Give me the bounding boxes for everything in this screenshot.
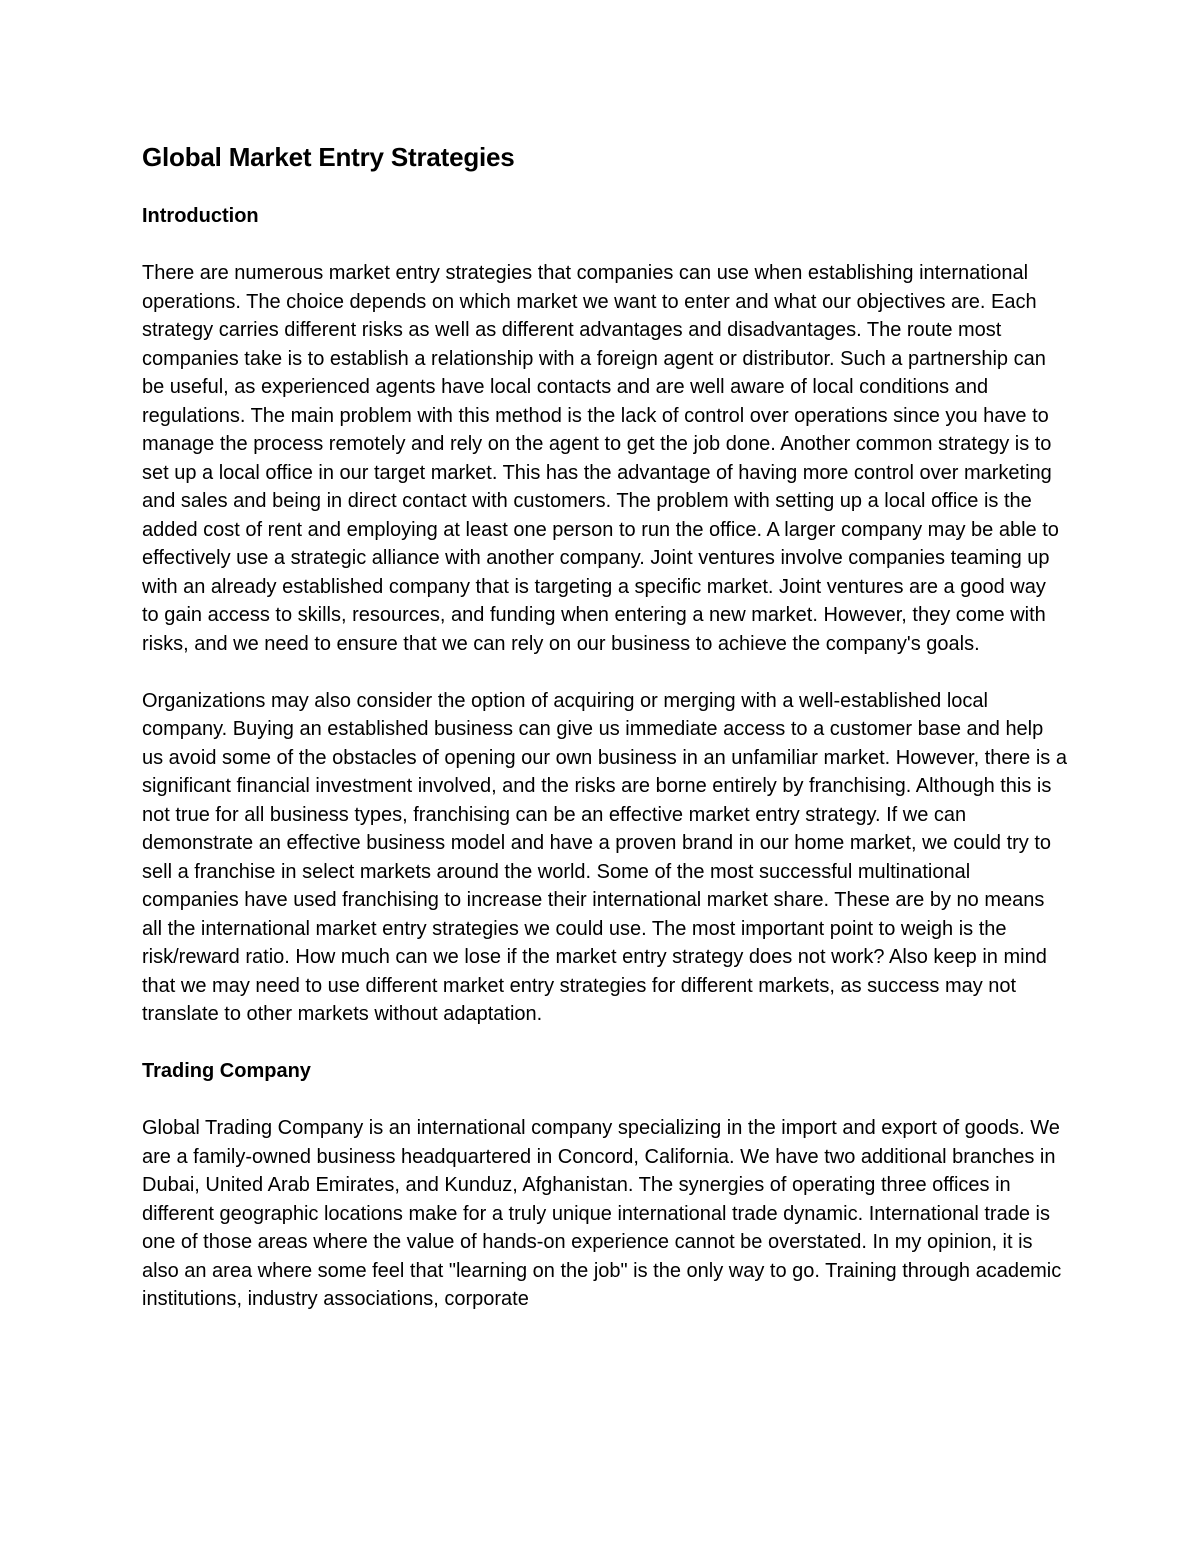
introduction-paragraph-1: There are numerous market entry strategies that companies can use when establishing international operations. The choice depends on which market we want to enter and what our objectives are. Each strategy carries different risks as well as different advantages and disadvantages. The route most companies take is to establish a relationship with a foreign agent or distributor. Such a partnership can be useful, as experienced agents have local contacts and are well aware of local conditions and regulations. The main problem with this method is the lack of control over operations since you have to manage the process remotely and rely on the agent to get the job done. Another common strategy is to set up a local office in our target market. This has the advantage of having more control over marketing and sales and being in direct contact with customers. The problem with setting up a local office is the added cost of rent and employing at least one person to run the office. A larger company may be able to effectively use a strategic alliance with another company. Joint ventures involve companies teaming up with an already established company that is targeting a specific market. Joint ventures are a good way to gain access to skills, resources, and funding when entering a new market. However, they come with risks, and we need to ensure that we can rely on our business to achieve the company's goals. [142,262,1059,655]
document-title: Global Market Entry Strategies [142,142,515,172]
section-introduction [142,202,1067,1029]
document-body [142,138,1067,1342]
introduction-paragraph-2: Organizations may also consider the option of acquiring or merging with a well-established local company. Buying an established business can give us immediate access to a customer base and help us avoid some of the obstacles of opening our own business in an unfamiliar market. However, there is a significant financial investment involved, and the risks are borne entirely by franchising. Although this is not true for all business types, franchising can be an effective market entry strategy. If we can demonstrate an effective business model and have a proven brand in our home market, we could try to sell a franchise in select markets around the world. Some of the most successful multinational companies have used franchising to increase their international market share. These are by no means all the international market entry strategies we could use. The most important point to weigh is the risk/reward ratio. How much can we lose if the market entry strategy does not work? Also keep in mind that we may need to use different market entry strategies for different markets, as success may not translate to other markets without adaptation. [142,689,1067,1025]
section-heading-introduction: Introduction [142,205,259,227]
trading-company-paragraph-1: Global Trading Company is an international company specializing in the import and export of goods. We are a family-owned business headquartered in Concord, California. We have two additional branches in Dubai, United Arab Emirates, and Kunduz, Afghanistan. The synergies of operating three offices in different geographic locations make for a truly unique international trade dynamic. International trade is one of those areas where the value of hands-on experience cannot be overstated. In my opinion, it is also an area where some feel that "learning on the job" is the only way to go. Training through academic institutions, industry associations, corporate [142,1117,1062,1310]
section-heading-trading-company: Trading Company [142,1060,311,1082]
section-trading-company [142,1057,1067,1314]
